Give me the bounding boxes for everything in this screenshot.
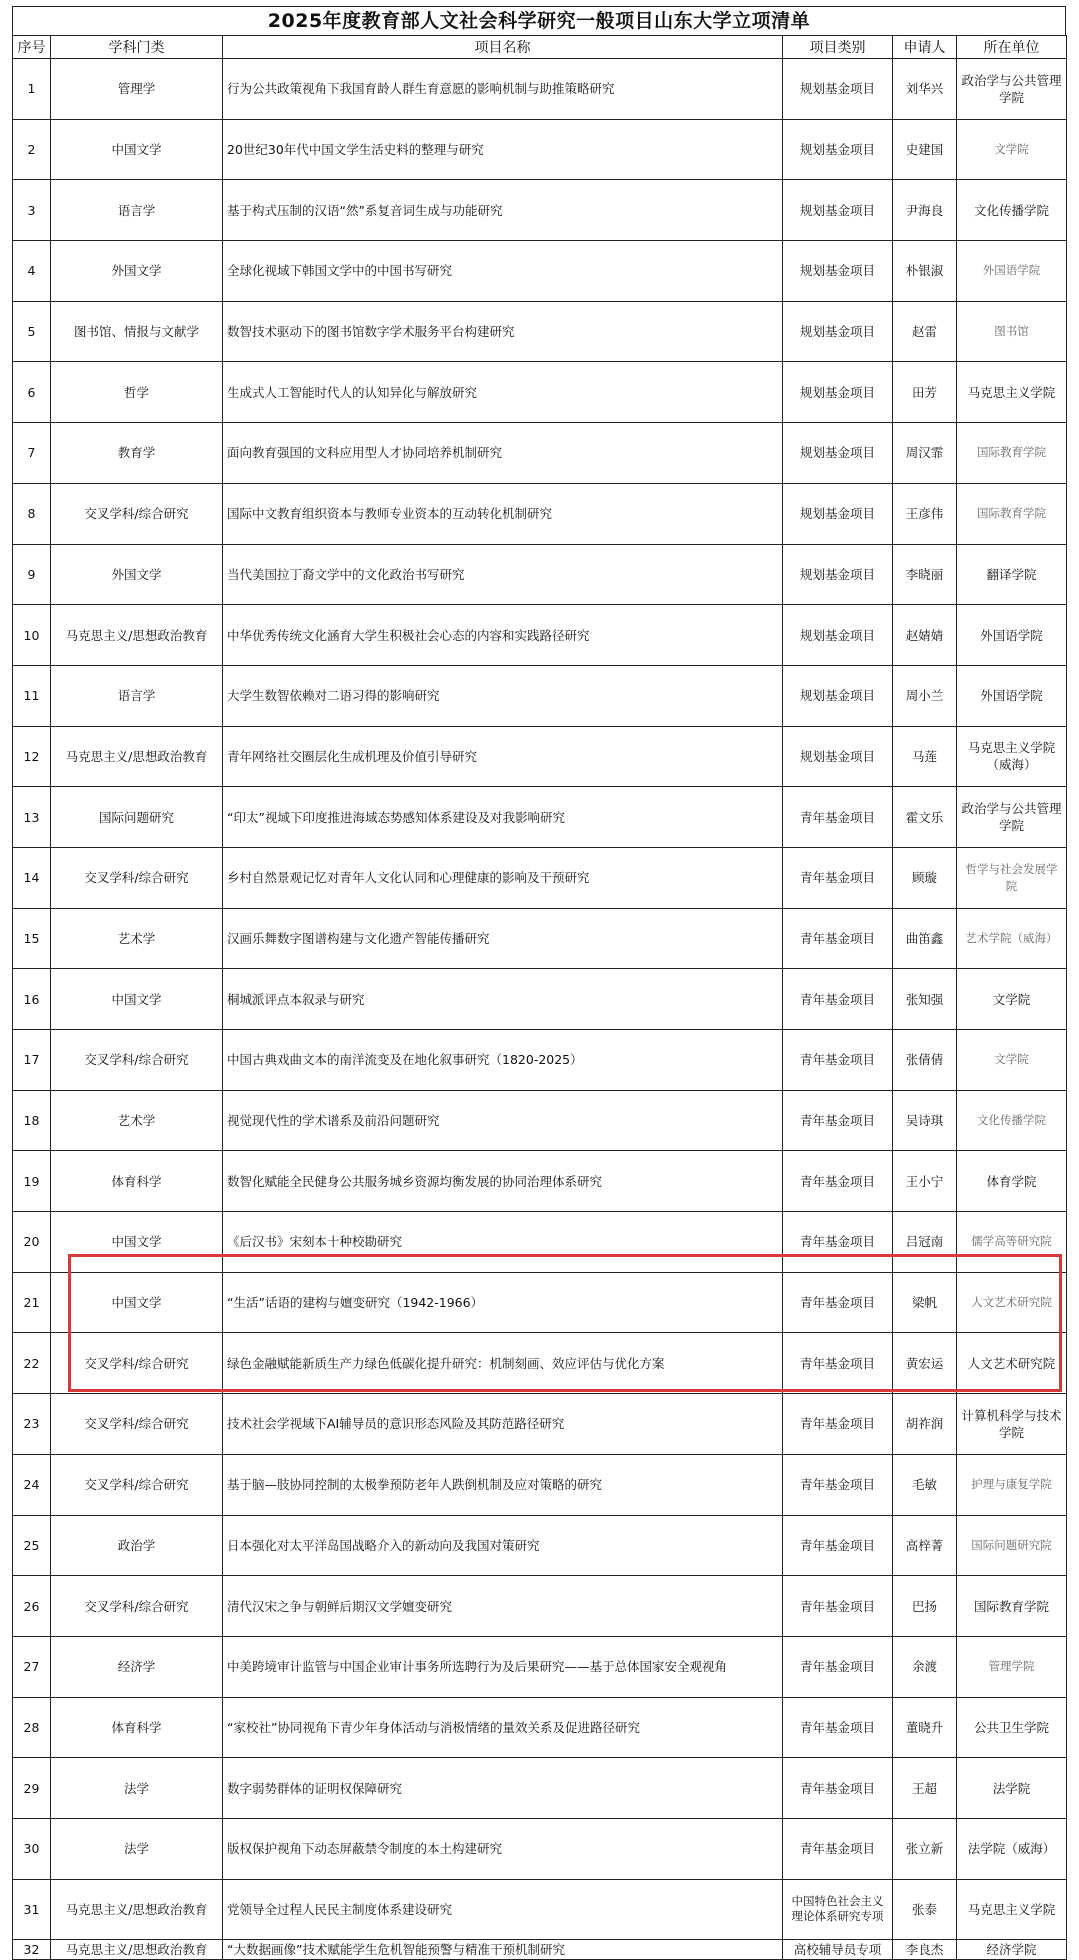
table-row bbox=[13, 1576, 1067, 1637]
row-project-name: 中国古典戏曲文本的南洋流变及在地化叙事研究（1820-2025） bbox=[223, 1030, 783, 1091]
row-project-category: 规划基金项目 bbox=[783, 665, 893, 726]
row-discipline: 马克思主义/思想政治教育 bbox=[51, 1940, 223, 1960]
row-number: 10 bbox=[13, 605, 51, 666]
row-project-name: 全球化视域下韩国文学中的中国书写研究 bbox=[223, 241, 783, 302]
row-discipline: 哲学 bbox=[51, 362, 223, 423]
row-project-name: 生成式人工智能时代人的认知异化与解放研究 bbox=[223, 362, 783, 423]
row-applicant: 胡祚润 bbox=[893, 1394, 957, 1455]
row-applicant: 董晓升 bbox=[893, 1697, 957, 1758]
row-applicant: 朴银淑 bbox=[893, 241, 957, 302]
row-discipline: 国际问题研究 bbox=[51, 787, 223, 848]
row-discipline: 经济学 bbox=[51, 1636, 223, 1697]
row-project-name: 日本强化对太平洋岛国战略介入的新动向及我国对策研究 bbox=[223, 1515, 783, 1576]
row-unit: 法学院 bbox=[957, 1758, 1067, 1819]
row-applicant: 赵婧婧 bbox=[893, 605, 957, 666]
row-unit: 国际教育学院 bbox=[957, 423, 1067, 484]
row-number: 20 bbox=[13, 1212, 51, 1273]
row-project-category: 青年基金项目 bbox=[783, 1272, 893, 1333]
row-unit: 马克思主义学院 bbox=[957, 362, 1067, 423]
row-applicant: 巴扬 bbox=[893, 1576, 957, 1637]
row-project-name: “家校社”协同视角下青少年身体活动与消极情绪的量效关系及促进路径研究 bbox=[223, 1697, 783, 1758]
row-number: 14 bbox=[13, 847, 51, 908]
row-unit: 外国语学院 bbox=[957, 605, 1067, 666]
row-discipline: 中国文学 bbox=[51, 119, 223, 180]
row-project-name: 国际中文教育组织资本与教师专业资本的互动转化机制研究 bbox=[223, 483, 783, 544]
table-row bbox=[13, 119, 1067, 180]
row-project-name: 数智技术驱动下的图书馆数字学术服务平台构建研究 bbox=[223, 301, 783, 362]
row-applicant: 高梓菁 bbox=[893, 1515, 957, 1576]
row-unit: 外国语学院 bbox=[957, 665, 1067, 726]
row-unit: 管理学院 bbox=[957, 1636, 1067, 1697]
table-row bbox=[13, 1515, 1067, 1576]
row-unit: 护理与康复学院 bbox=[957, 1454, 1067, 1515]
row-unit: 图书馆 bbox=[957, 301, 1067, 362]
table-row bbox=[13, 544, 1067, 605]
row-unit: 国际教育学院 bbox=[957, 483, 1067, 544]
header-category: 项目类别 bbox=[783, 36, 893, 59]
row-discipline: 体育科学 bbox=[51, 1697, 223, 1758]
table-row bbox=[13, 908, 1067, 969]
row-applicant: 田芳 bbox=[893, 362, 957, 423]
row-project-name: 青年网络社交圈层化生成机理及价值引导研究 bbox=[223, 726, 783, 787]
row-unit: 政治学与公共管理学院 bbox=[957, 787, 1067, 848]
table-row bbox=[13, 1212, 1067, 1273]
header-applicant: 申请人 bbox=[893, 36, 957, 59]
row-project-category: 青年基金项目 bbox=[783, 1212, 893, 1273]
row-applicant: 顾璇 bbox=[893, 847, 957, 908]
row-applicant: 王超 bbox=[893, 1758, 957, 1819]
row-discipline: 马克思主义/思想政治教育 bbox=[51, 726, 223, 787]
row-discipline: 法学 bbox=[51, 1818, 223, 1879]
table-row bbox=[13, 847, 1067, 908]
table-row bbox=[13, 1697, 1067, 1758]
table-row bbox=[13, 665, 1067, 726]
row-discipline: 马克思主义/思想政治教育 bbox=[51, 1879, 223, 1940]
row-project-name: 技术社会学视域下AI辅导员的意识形态风险及其防范路径研究 bbox=[223, 1394, 783, 1455]
row-applicant: 周小兰 bbox=[893, 665, 957, 726]
row-discipline: 教育学 bbox=[51, 423, 223, 484]
row-project-category: 青年基金项目 bbox=[783, 1636, 893, 1697]
row-discipline: 外国文学 bbox=[51, 544, 223, 605]
table-row bbox=[13, 1818, 1067, 1879]
table-row bbox=[13, 787, 1067, 848]
row-number: 29 bbox=[13, 1758, 51, 1819]
row-project-category: 青年基金项目 bbox=[783, 787, 893, 848]
row-unit: 公共卫生学院 bbox=[957, 1697, 1067, 1758]
row-unit: 马克思主义学院 bbox=[957, 1879, 1067, 1940]
row-project-name: 面向教育强国的文科应用型人才协同培养机制研究 bbox=[223, 423, 783, 484]
table-row bbox=[13, 1090, 1067, 1151]
row-project-category: 规划基金项目 bbox=[783, 119, 893, 180]
header-project: 项目名称 bbox=[223, 36, 783, 59]
row-project-category: 青年基金项目 bbox=[783, 1818, 893, 1879]
row-number: 13 bbox=[13, 787, 51, 848]
row-number: 21 bbox=[13, 1272, 51, 1333]
row-discipline: 管理学 bbox=[51, 59, 223, 120]
row-number: 19 bbox=[13, 1151, 51, 1212]
row-number: 15 bbox=[13, 908, 51, 969]
row-project-name: 汉画乐舞数字图谱构建与文化遗产智能传播研究 bbox=[223, 908, 783, 969]
row-unit: 外国语学院 bbox=[957, 241, 1067, 302]
row-applicant: 张立新 bbox=[893, 1818, 957, 1879]
row-number: 2 bbox=[13, 119, 51, 180]
row-applicant: 张泰 bbox=[893, 1879, 957, 1940]
row-number: 5 bbox=[13, 301, 51, 362]
row-project-name: 数智化赋能全民健身公共服务城乡资源均衡发展的协同治理体系研究 bbox=[223, 1151, 783, 1212]
row-project-category: 规划基金项目 bbox=[783, 59, 893, 120]
row-project-name: 版权保护视角下动态屏蔽禁令制度的本土构建研究 bbox=[223, 1818, 783, 1879]
row-unit: 人文艺术研究院 bbox=[957, 1333, 1067, 1394]
row-number: 3 bbox=[13, 180, 51, 241]
table-row bbox=[13, 1758, 1067, 1819]
row-applicant: 王小宁 bbox=[893, 1151, 957, 1212]
row-discipline: 体育科学 bbox=[51, 1151, 223, 1212]
row-applicant: 毛敏 bbox=[893, 1454, 957, 1515]
table-row bbox=[13, 1879, 1067, 1940]
row-unit: 文学院 bbox=[957, 119, 1067, 180]
row-project-category: 高校辅导员专项 bbox=[783, 1940, 893, 1960]
row-unit: 国际教育学院 bbox=[957, 1576, 1067, 1637]
row-project-name: 乡村自然景观记忆对青年人文化认同和心理健康的影响及干预研究 bbox=[223, 847, 783, 908]
row-project-category: 青年基金项目 bbox=[783, 969, 893, 1030]
header-no: 序号 bbox=[13, 36, 51, 59]
row-unit: 哲学与社会发展学院 bbox=[957, 847, 1067, 908]
row-number: 30 bbox=[13, 1818, 51, 1879]
row-number: 8 bbox=[13, 483, 51, 544]
row-project-category: 青年基金项目 bbox=[783, 1090, 893, 1151]
table-row bbox=[13, 59, 1067, 120]
row-project-name: 视觉现代性的学术谱系及前沿问题研究 bbox=[223, 1090, 783, 1151]
row-number: 17 bbox=[13, 1030, 51, 1091]
row-applicant: 尹海良 bbox=[893, 180, 957, 241]
row-unit: 体育学院 bbox=[957, 1151, 1067, 1212]
row-project-category: 中国特色社会主义理论体系研究专项 bbox=[783, 1879, 893, 1940]
row-project-category: 青年基金项目 bbox=[783, 1697, 893, 1758]
table-row bbox=[13, 605, 1067, 666]
row-unit: 国际问题研究院 bbox=[957, 1515, 1067, 1576]
row-unit: 政治学与公共管理学院 bbox=[957, 59, 1067, 120]
row-applicant: 张知强 bbox=[893, 969, 957, 1030]
row-project-category: 规划基金项目 bbox=[783, 544, 893, 605]
header-discipline: 学科门类 bbox=[51, 36, 223, 59]
row-applicant: 赵雷 bbox=[893, 301, 957, 362]
row-applicant: 黄宏运 bbox=[893, 1333, 957, 1394]
row-project-category: 青年基金项目 bbox=[783, 847, 893, 908]
table-row bbox=[13, 726, 1067, 787]
row-project-category: 规划基金项目 bbox=[783, 180, 893, 241]
row-applicant: 李良杰 bbox=[893, 1940, 957, 1960]
row-project-category: 规划基金项目 bbox=[783, 605, 893, 666]
row-applicant: 梁帆 bbox=[893, 1272, 957, 1333]
row-discipline: 政治学 bbox=[51, 1515, 223, 1576]
table-row bbox=[13, 1030, 1067, 1091]
row-unit: 马克思主义学院（威海） bbox=[957, 726, 1067, 787]
row-discipline: 交叉学科/综合研究 bbox=[51, 1333, 223, 1394]
row-discipline: 交叉学科/综合研究 bbox=[51, 483, 223, 544]
row-project-category: 青年基金项目 bbox=[783, 1394, 893, 1455]
row-project-category: 规划基金项目 bbox=[783, 301, 893, 362]
row-discipline: 法学 bbox=[51, 1758, 223, 1819]
row-number: 9 bbox=[13, 544, 51, 605]
table-row bbox=[13, 1636, 1067, 1697]
row-number: 7 bbox=[13, 423, 51, 484]
row-project-category: 青年基金项目 bbox=[783, 1454, 893, 1515]
row-project-category: 规划基金项目 bbox=[783, 241, 893, 302]
row-unit: 经济学院 bbox=[957, 1940, 1067, 1960]
row-project-category: 青年基金项目 bbox=[783, 1515, 893, 1576]
row-project-name: 当代美国拉丁裔文学中的文化政治书写研究 bbox=[223, 544, 783, 605]
row-number: 11 bbox=[13, 665, 51, 726]
row-project-category: 规划基金项目 bbox=[783, 362, 893, 423]
row-project-name: 大学生数智依赖对二语习得的影响研究 bbox=[223, 665, 783, 726]
row-number: 24 bbox=[13, 1454, 51, 1515]
row-unit: 文化传播学院 bbox=[957, 180, 1067, 241]
row-number: 31 bbox=[13, 1879, 51, 1940]
row-applicant: 张倩倩 bbox=[893, 1030, 957, 1091]
row-applicant: 李晓丽 bbox=[893, 544, 957, 605]
row-applicant: 史建国 bbox=[893, 119, 957, 180]
row-discipline: 语言学 bbox=[51, 180, 223, 241]
row-unit: 文化传播学院 bbox=[957, 1090, 1067, 1151]
table-title: 2025年度教育部人文社会科学研究一般项目山东大学立项清单 bbox=[12, 6, 1066, 35]
row-applicant: 马莲 bbox=[893, 726, 957, 787]
row-project-name: 桐城派评点本叙录与研究 bbox=[223, 969, 783, 1030]
project-table bbox=[12, 35, 1067, 1960]
row-discipline: 外国文学 bbox=[51, 241, 223, 302]
row-project-name: 基于构式压制的汉语“然”系复音词生成与功能研究 bbox=[223, 180, 783, 241]
row-discipline: 中国文学 bbox=[51, 969, 223, 1030]
project-list-sheet bbox=[12, 6, 1066, 1960]
row-unit: 艺术学院（威海） bbox=[957, 908, 1067, 969]
row-project-category: 规划基金项目 bbox=[783, 483, 893, 544]
table-row bbox=[13, 1454, 1067, 1515]
row-applicant: 霍文乐 bbox=[893, 787, 957, 848]
row-project-name: 基于脑—肢协同控制的太极拳预防老年人跌倒机制及应对策略的研究 bbox=[223, 1454, 783, 1515]
table-row bbox=[13, 362, 1067, 423]
row-discipline: 交叉学科/综合研究 bbox=[51, 1030, 223, 1091]
row-project-category: 青年基金项目 bbox=[783, 1333, 893, 1394]
table-row bbox=[13, 1151, 1067, 1212]
row-applicant: 周汉霏 bbox=[893, 423, 957, 484]
row-discipline: 交叉学科/综合研究 bbox=[51, 1394, 223, 1455]
table-row bbox=[13, 241, 1067, 302]
row-project-name: 清代汉宋之争与朝鲜后期汉文学嬗变研究 bbox=[223, 1576, 783, 1637]
row-project-category: 青年基金项目 bbox=[783, 1758, 893, 1819]
row-unit: 法学院（威海） bbox=[957, 1818, 1067, 1879]
row-applicant: 吕冠南 bbox=[893, 1212, 957, 1273]
row-number: 1 bbox=[13, 59, 51, 120]
row-discipline: 中国文学 bbox=[51, 1212, 223, 1273]
table-row bbox=[13, 423, 1067, 484]
table-row bbox=[13, 301, 1067, 362]
row-unit: 计算机科学与技术学院 bbox=[957, 1394, 1067, 1455]
row-discipline: 语言学 bbox=[51, 665, 223, 726]
table-row bbox=[13, 1272, 1067, 1333]
row-project-name: 数字弱势群体的证明权保障研究 bbox=[223, 1758, 783, 1819]
table-row bbox=[13, 180, 1067, 241]
row-project-name: 行为公共政策视角下我国育龄人群生育意愿的影响机制与助推策略研究 bbox=[223, 59, 783, 120]
row-discipline: 艺术学 bbox=[51, 1090, 223, 1151]
row-project-name: “生活”话语的建构与嬗变研究（1942-1966） bbox=[223, 1272, 783, 1333]
row-applicant: 吴诗琪 bbox=[893, 1090, 957, 1151]
row-applicant: 王彦伟 bbox=[893, 483, 957, 544]
row-discipline: 交叉学科/综合研究 bbox=[51, 847, 223, 908]
row-project-name: 中华优秀传统文化涵育大学生积极社会心态的内容和实践路径研究 bbox=[223, 605, 783, 666]
row-project-name: 《后汉书》宋刻本十种校勘研究 bbox=[223, 1212, 783, 1273]
row-discipline: 艺术学 bbox=[51, 908, 223, 969]
row-project-category: 规划基金项目 bbox=[783, 726, 893, 787]
row-number: 26 bbox=[13, 1576, 51, 1637]
row-number: 12 bbox=[13, 726, 51, 787]
row-project-name: 绿色金融赋能新质生产力绿色低碳化提升研究：机制刻画、效应评估与优化方案 bbox=[223, 1333, 783, 1394]
row-project-category: 青年基金项目 bbox=[783, 908, 893, 969]
row-number: 4 bbox=[13, 241, 51, 302]
row-number: 6 bbox=[13, 362, 51, 423]
table-row bbox=[13, 969, 1067, 1030]
row-number: 28 bbox=[13, 1697, 51, 1758]
header-unit: 所在单位 bbox=[957, 36, 1067, 59]
row-number: 27 bbox=[13, 1636, 51, 1697]
row-number: 22 bbox=[13, 1333, 51, 1394]
row-project-name: “印太”视域下印度推进海域态势感知体系建设及对我影响研究 bbox=[223, 787, 783, 848]
row-project-category: 规划基金项目 bbox=[783, 423, 893, 484]
table-row bbox=[13, 483, 1067, 544]
row-unit: 文学院 bbox=[957, 969, 1067, 1030]
row-number: 16 bbox=[13, 969, 51, 1030]
row-discipline: 图书馆、情报与文献学 bbox=[51, 301, 223, 362]
header-row bbox=[13, 36, 1067, 59]
row-project-name: 党领导全过程人民民主制度体系建设研究 bbox=[223, 1879, 783, 1940]
row-project-name: 中美跨境审计监管与中国企业审计事务所选聘行为及后果研究——基于总体国家安全观视角 bbox=[223, 1636, 783, 1697]
row-unit: 翻译学院 bbox=[957, 544, 1067, 605]
row-unit: 儒学高等研究院 bbox=[957, 1212, 1067, 1273]
row-project-category: 青年基金项目 bbox=[783, 1576, 893, 1637]
row-number: 18 bbox=[13, 1090, 51, 1151]
row-applicant: 刘华兴 bbox=[893, 59, 957, 120]
row-project-name: “大数据画像”技术赋能学生危机智能预警与精准干预机制研究 bbox=[223, 1940, 783, 1960]
row-applicant: 余渡 bbox=[893, 1636, 957, 1697]
table-body bbox=[13, 59, 1067, 1960]
row-project-name: 20世纪30年代中国文学生活史料的整理与研究 bbox=[223, 119, 783, 180]
row-discipline: 马克思主义/思想政治教育 bbox=[51, 605, 223, 666]
row-discipline: 中国文学 bbox=[51, 1272, 223, 1333]
table-row bbox=[13, 1333, 1067, 1394]
row-number: 32 bbox=[13, 1940, 51, 1960]
row-unit: 文学院 bbox=[957, 1030, 1067, 1091]
row-number: 25 bbox=[13, 1515, 51, 1576]
table-row bbox=[13, 1394, 1067, 1455]
row-discipline: 交叉学科/综合研究 bbox=[51, 1454, 223, 1515]
row-unit: 人文艺术研究院 bbox=[957, 1272, 1067, 1333]
row-discipline: 交叉学科/综合研究 bbox=[51, 1576, 223, 1637]
row-project-category: 青年基金项目 bbox=[783, 1151, 893, 1212]
row-project-category: 青年基金项目 bbox=[783, 1030, 893, 1091]
row-number: 23 bbox=[13, 1394, 51, 1455]
row-applicant: 曲笛鑫 bbox=[893, 908, 957, 969]
